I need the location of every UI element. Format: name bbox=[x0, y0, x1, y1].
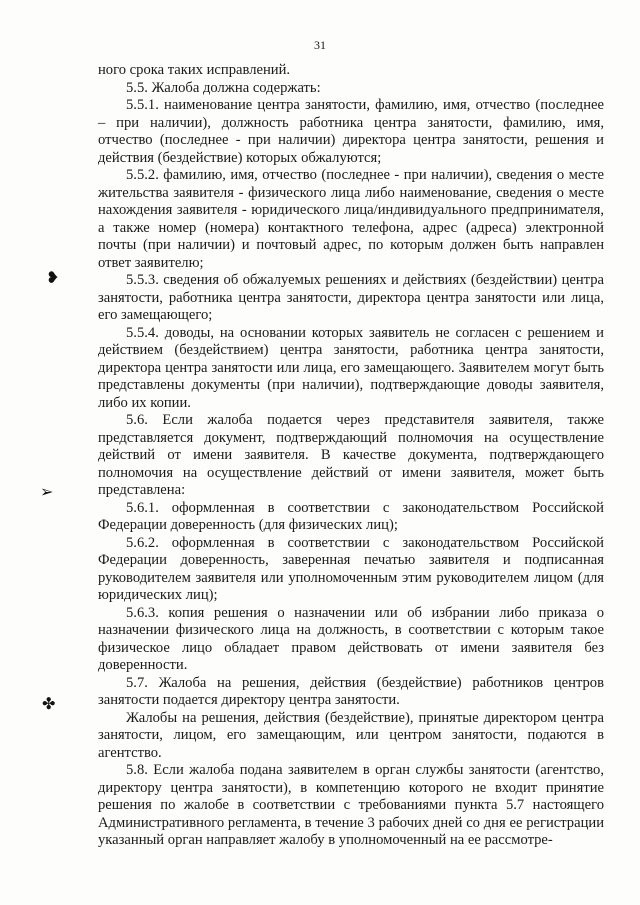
paragraph-5-6: 5.6. Если жалоба подается через представителя заявителя, также представляется документ, подтверждающий полномочия на осуществление действий от имени заявителя. В качестве документа, подтверждающего полномочия на осуществление действий от имени заявителя, может быть представлена: bbox=[98, 412, 604, 498]
paragraph-5-7: 5.7. Жалоба на решения, действия (бездействие) работников центров занятости подается директору центра занятости. bbox=[98, 674, 604, 708]
paragraph: ного срока таких исправлений. bbox=[98, 62, 291, 78]
paragraph-5-6-3: 5.6.3. копия решения о назначении или об избрании либо приказа о назначении физического лица на должность, в соответствии с которым такое физическое лицо обладает правом действовать от имени заявителя без доверенности. bbox=[98, 604, 604, 673]
paragraph-5-7-complaints: Жалобы на решения, действия (бездействие), принятые директором центра занятости, лицом, его замещающим, или центром занятости, подаются в агентство. bbox=[98, 709, 604, 761]
paragraph-5-5-1: 5.5.1. наименование центра занятости, фамилию, имя, отчество (последнее – при наличии), должность работника центра занятости, фамилию, имя, отчество (последнее - при наличии) директора центра занятости, решения и действия (бездействие) которых обжалуются; bbox=[98, 97, 604, 166]
document-body bbox=[98, 62, 604, 850]
section-heading-5-5: 5.5. Жалоба должна содержать: bbox=[126, 79, 321, 96]
margin-mark-icon: ❥ bbox=[46, 268, 60, 287]
margin-arrow-icon: ➢ bbox=[40, 482, 54, 501]
paragraph-5-5-3: 5.5.3. сведения об обжалуемых решениях и действиях (бездействии) центра занятости, работника центра занятости, директора центра занятости или лица, его замещающего; bbox=[98, 272, 604, 323]
margin-mark-icon: ✤ bbox=[42, 694, 56, 713]
paragraph-5-6-2: 5.6.2. оформленная в соответствии с законодательством Российской Федерации доверенность, заверенная печатью заявителя и подписанная руководителем заявителя или уполномоченным этим руководителем лицом (для юридических лиц); bbox=[98, 534, 604, 603]
page-number: 31 bbox=[314, 38, 326, 52]
paragraph-5-6-1: 5.6.1. оформленная в соответствии с законодательством Российской Федерации доверенность (для физических лиц); bbox=[98, 499, 604, 533]
paragraph-5-8: 5.8. Если жалоба подана заявителем в орган службы занятости (агентство, директору центра занятости), в компетенцию которого не входит принятие решения по жалобе в соответствии с требованиями пункта 5.7 настоящего Административного регламента, в течение 3 рабочих дней со дня ее регистрации указанный орган направляет жалобу в уполномоченный на ее рассмотре- bbox=[98, 762, 604, 848]
paragraph-5-5-2: 5.5.2. фамилию, имя, отчество (последнее - при наличии), сведения о месте жительства заявителя - физического лица либо наименование, сведения о месте нахождения заявителя - юридического лица/индивидуального предпринимателя, а также номер (номера) контактного телефона, адрес (адреса) электронной почты (при наличии) и почтовый адрес, по которым должен быть направлен ответ заявителю; bbox=[98, 167, 604, 271]
paragraph-5-5-4: 5.5.4. доводы, на основании которых заявитель не согласен с решением и действием (бездействием) центра занятости, работника центра занятости, директора центра занятости или лица, его замещающего. Заявителем могут быть представлены документы (при наличии), подтверждающие доводы заявителя, либо их копии. bbox=[98, 324, 604, 411]
